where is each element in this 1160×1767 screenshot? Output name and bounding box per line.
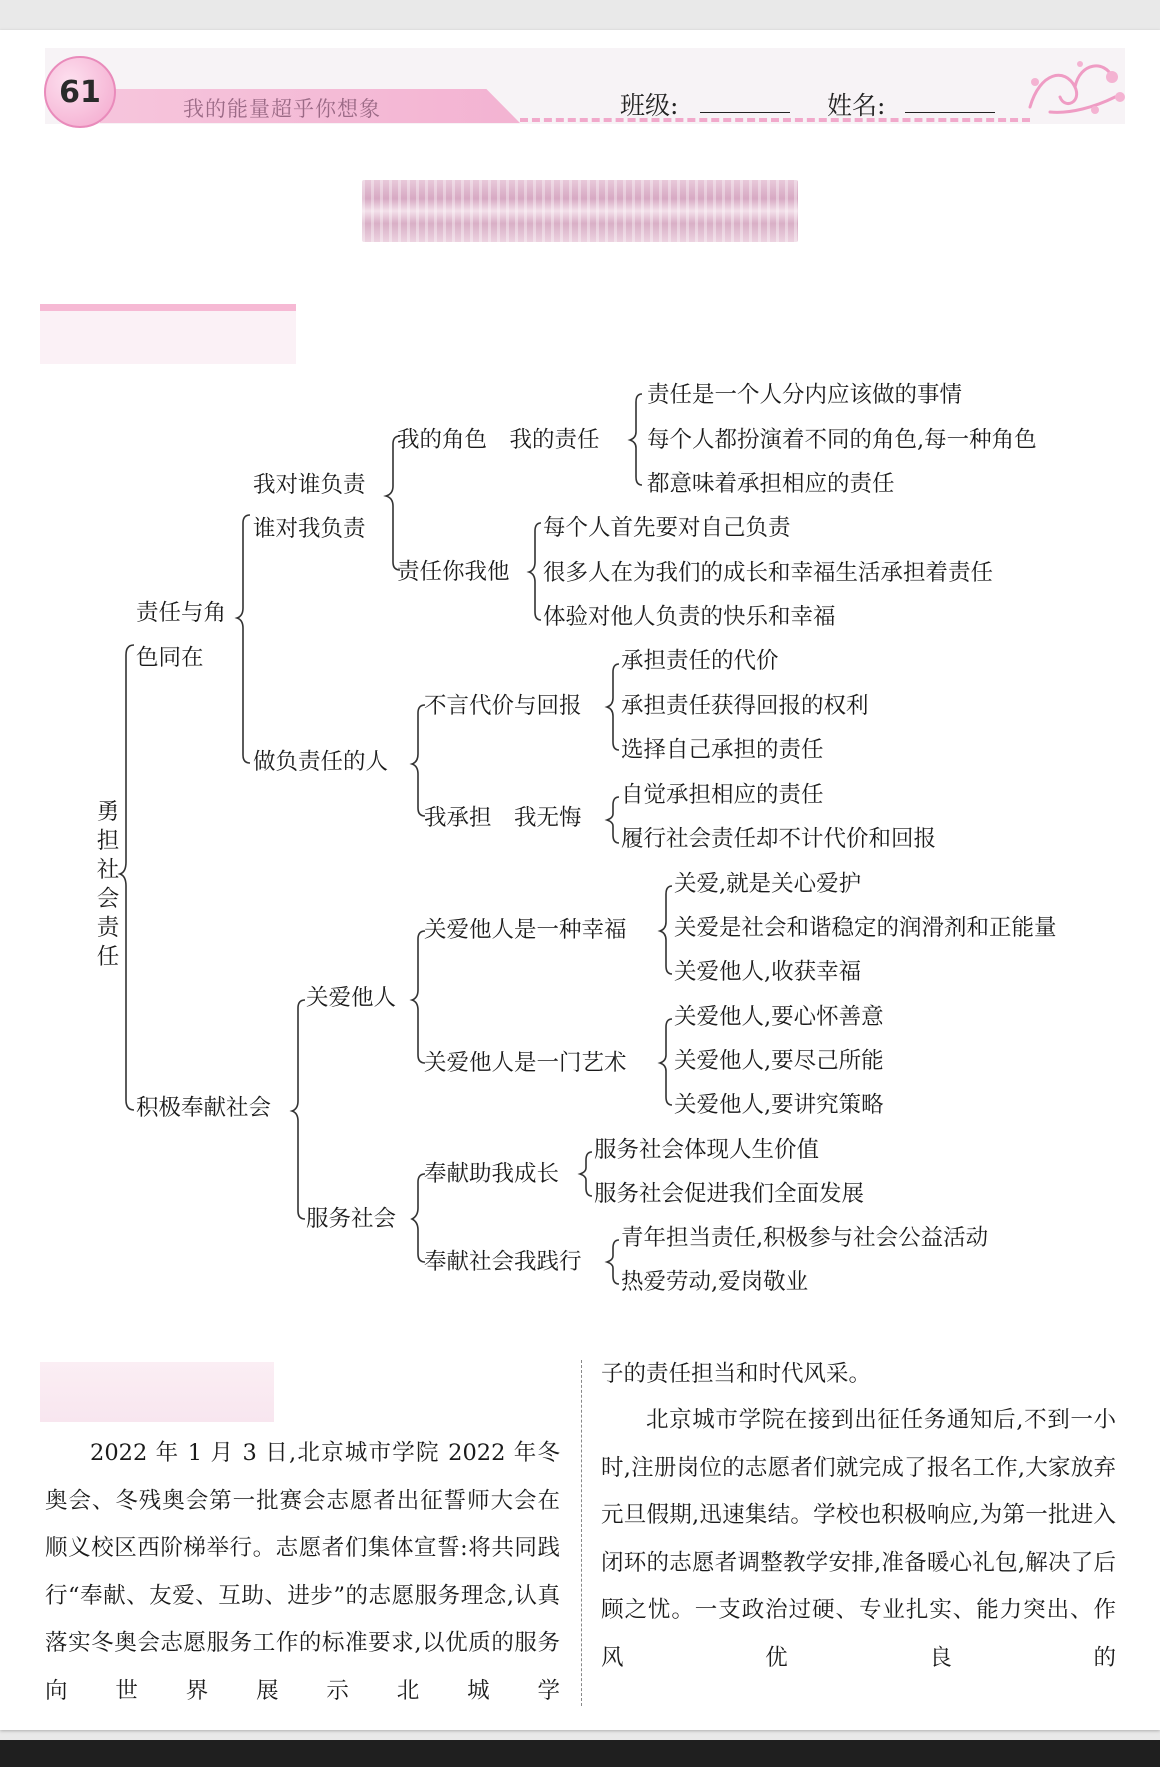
leaf-happy-2: 关爱是社会和谐稳定的润滑剂和正能量 bbox=[674, 915, 1057, 941]
leaf-art-3: 关爱他人,要讲究策略 bbox=[674, 1092, 884, 1118]
node-responsible-person: 做负责任的人 bbox=[253, 749, 389, 775]
leaf-act-1: 青年担当责任,积极参与社会公益活动 bbox=[621, 1225, 989, 1251]
page-number-badge: 61 bbox=[44, 56, 116, 128]
leaf-cost-2: 承担责任获得回报的权利 bbox=[621, 693, 869, 719]
node-contribute-practice: 奉献社会我践行 bbox=[424, 1249, 582, 1275]
node-contribute-grow: 奉献助我成长 bbox=[424, 1161, 560, 1187]
branch-contribute-society: 积极奉献社会 bbox=[136, 1095, 272, 1121]
branch-responsibility-role-cont: 色同在 bbox=[136, 645, 204, 671]
leaf-you-1: 每个人首先要对自己负责 bbox=[543, 515, 791, 541]
leaf-bear-2: 履行社会责任却不计代价和回报 bbox=[621, 826, 937, 852]
leaf-happy-3: 关爱他人,收获幸福 bbox=[674, 959, 862, 985]
leaf-happy-1: 关爱,就是关心爱护 bbox=[674, 871, 862, 897]
node-who-i-owe: 我对谁负责 bbox=[253, 472, 366, 498]
leaf-act-2: 热爱劳动,爱岗敬业 bbox=[621, 1269, 809, 1295]
article-left-column: 2022 年 1 月 3 日,北京城市学院 2022 年冬奥会、冬残奥会第一批赛会志愿者出征誓师大会在顺义校区西阶梯举行。志愿者们集体宣誓:将共同践行“奉献、友爱、互助、进步”的志愿服务理念,认真落实冬奥会志愿服务工作的标准要求,以优质的服务向世界展示北城学 bbox=[45, 1440, 560, 1704]
node-care-happiness: 关爱他人是一种幸福 bbox=[424, 917, 627, 943]
leaf-role-3: 都意味着承担相应的责任 bbox=[647, 471, 895, 497]
leaf-grow-2: 服务社会促进我们全面发展 bbox=[594, 1181, 865, 1207]
leaf-role-2: 每个人都扮演着不同的角色,每一种角色 bbox=[647, 427, 1037, 453]
node-care-art: 关爱他人是一门艺术 bbox=[424, 1050, 627, 1076]
leaf-you-2: 很多人在为我们的成长和幸福生活承担着责任 bbox=[543, 560, 994, 586]
leaf-you-3: 体验对他人负责的快乐和幸福 bbox=[543, 604, 836, 630]
column-divider bbox=[581, 1360, 582, 1706]
node-my-role: 我的角色 我的责任 bbox=[397, 427, 600, 453]
node-care-others: 关爱他人 bbox=[306, 985, 397, 1011]
leaf-role-1: 责任是一个人分内应该做的事情 bbox=[647, 382, 963, 408]
name-label: 姓名: bbox=[827, 91, 886, 120]
section-tag-reading bbox=[40, 1362, 274, 1422]
node-who-owes-me: 谁对我负责 bbox=[253, 516, 366, 542]
leaf-cost-3: 选择自己承担的责任 bbox=[621, 737, 824, 763]
leaf-art-1: 关爱他人,要心怀善意 bbox=[674, 1004, 884, 1030]
slogan-text: 我的能量超乎你想象 bbox=[183, 97, 381, 121]
leaf-grow-1: 服务社会体现人生价值 bbox=[594, 1137, 820, 1163]
leaf-art-2: 关爱他人,要尽己所能 bbox=[674, 1048, 884, 1074]
leaf-cost-1: 承担责任的代价 bbox=[621, 648, 779, 674]
class-label: 班级: bbox=[620, 91, 679, 120]
node-responsibility-all: 责任你我他 bbox=[397, 559, 510, 585]
leaf-bear-1: 自觉承担相应的责任 bbox=[621, 782, 824, 808]
node-i-bear: 我承担 我无悔 bbox=[424, 805, 582, 831]
branch-responsibility-role: 责任与角 bbox=[136, 600, 227, 626]
node-no-cost: 不言代价与回报 bbox=[424, 693, 582, 719]
article-right-first-line: 子的责任担当和时代风采。 bbox=[601, 1361, 872, 1387]
mindmap-root: 勇 担 社 会 责 任 bbox=[96, 799, 120, 970]
article-right-column: 北京城市学院在接到出征任务通知后,不到一小时,注册岗位的志愿者们就完成了报名工作,大家放弃元旦假期,迅速集结。学校也积极响应,为第一批进入闭环的志愿者调整教学安排,准备暖心礼包,解决了后顾之忧。一支政治过硬、专业扎实、能力突出、作风优良的 bbox=[601, 1407, 1116, 1671]
node-serve-society: 服务社会 bbox=[306, 1206, 397, 1232]
